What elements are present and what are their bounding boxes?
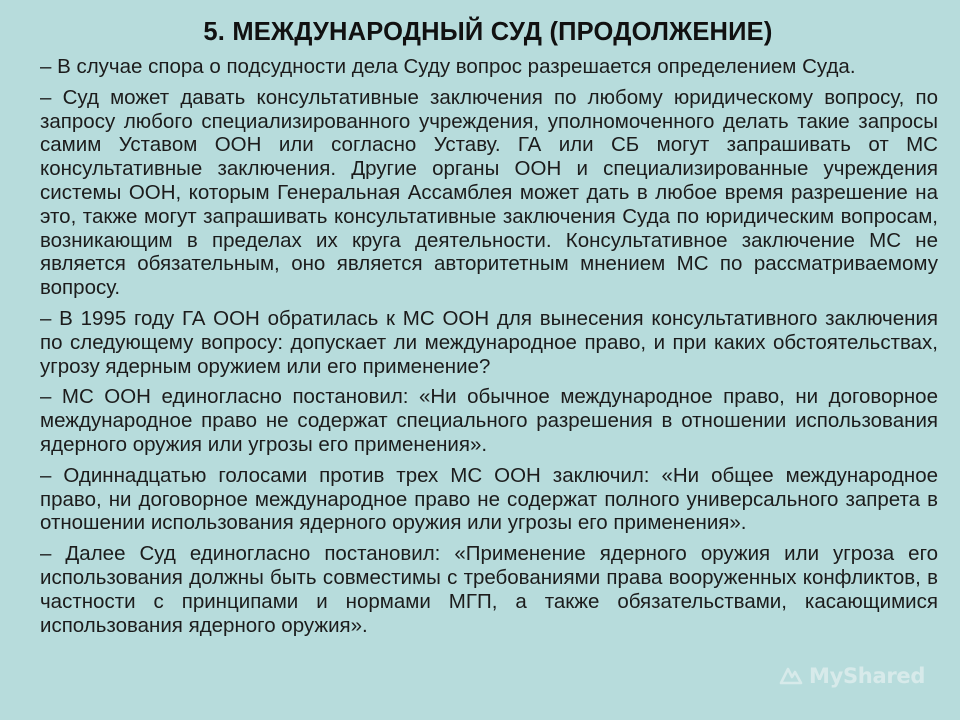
watermark [778,663,925,689]
paragraph-unanimous-ruling: – МС ООН единогласно постановил: «Ни обычное международное право, ни договорное международное право не содержат специального разрешения в отношении использования ядерного оружия или угрозы его применения». [40,385,938,456]
slide-body [40,55,938,644]
watermark-text: MyShared [809,664,926,688]
paragraph-1995-request: – В 1995 году ГА ООН обратилась к МС ООН для вынесения консультативного заключения по следующему вопросу: допускает ли международное право, и при каких обстоятельствах, угрозу ядерным оружием или его применение? [40,306,938,378]
slide-title: 5. МЕЖДУНАРОДНЫЙ СУД (ПРОДОЛЖЕНИЕ) [203,18,773,46]
paragraph-jurisdiction: – В случае спора о подсудности дела Суду вопрос разрешается определением Суда. [40,55,856,78]
paragraph-advisory-opinions: – Суд может давать консультативные заключения по любому юридическому вопросу, по запросу любого специализированного учреждения, уполномоченного делать такие запросы самим Уставом ООН или согласно Уставу. ГА или СБ могут запрашивать от МС консультативные заключения. Другие органы ООН и специализированные учреждения системы ООН, которым Генеральная Ассамблея может дать в любое время разрешение на это, также могут запрашивать консультативные заключения Суда по юридическим вопросам, возникающим в пределах их круга деятельности. Консультативное заключение МС не является обязательным, оно является авторитетным мнением МС по рассматриваемому вопросу. [40,85,938,300]
myshared-logo-icon [778,665,804,687]
paragraph-further-ruling: – Далее Суд единогласно постановил: «Применение ядерного оружия или угроза его использования должны быть совместимы с требованиями права вооруженных конфликтов, в частности с принципами и нормами МГП, а также обязательствами, касающимися использования ядерного оружия». [40,542,938,637]
paragraph-eleven-votes: – Одиннадцатью голосами против трех МС ООН заключил: «Ни общее международное право, ни договорное международное право не содержат полного универсального запрета в отношении использования ядерного оружия или угрозы его применения». [40,463,938,535]
